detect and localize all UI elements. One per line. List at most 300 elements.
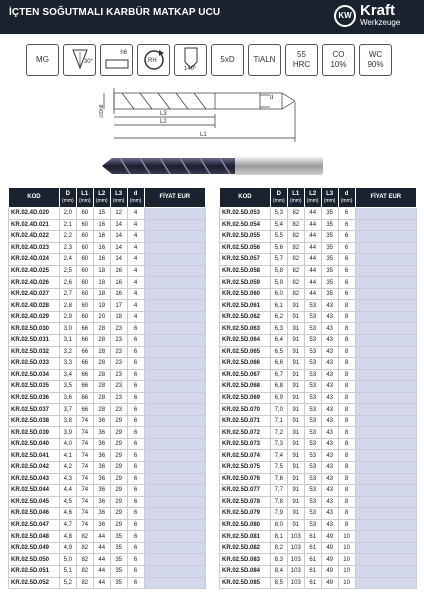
cell-dd: 4 xyxy=(127,265,144,277)
col-l2 xyxy=(304,188,321,208)
cell-l3: 35 xyxy=(321,277,338,289)
cell-l3: 43 xyxy=(321,358,338,370)
table-row xyxy=(220,323,417,335)
cell-l1: 60 xyxy=(76,219,93,231)
cell-code: KR.02.5D.061 xyxy=(220,300,271,312)
cell-price xyxy=(144,335,205,347)
feature-icons xyxy=(26,44,398,76)
cell-code: KR.02.5D.081 xyxy=(220,531,271,543)
cell-d: 6,6 xyxy=(270,358,287,370)
cell-l3: 29 xyxy=(110,427,127,439)
cell-d: 3,0 xyxy=(59,323,76,335)
cell-l3: 43 xyxy=(321,300,338,312)
cell-d: 6,4 xyxy=(270,335,287,347)
table-row xyxy=(9,473,206,485)
cell-l1: 74 xyxy=(76,485,93,497)
cell-l1: 60 xyxy=(76,300,93,312)
cell-l3: 43 xyxy=(321,323,338,335)
cell-l2: 36 xyxy=(93,462,110,474)
cell-code: KR.02.5D.053 xyxy=(220,208,271,220)
cell-code: KR.02.5D.034 xyxy=(9,369,60,381)
cell-code: KR.02.5D.077 xyxy=(220,485,271,497)
icon-label: CO 10% xyxy=(330,50,347,69)
cell-l3: 35 xyxy=(321,288,338,300)
dim-l2: L2 xyxy=(160,119,167,125)
cell-code: KR.02.5D.060 xyxy=(220,288,271,300)
cell-l1: 82 xyxy=(76,565,93,577)
cell-code: KR.02.5D.045 xyxy=(9,496,60,508)
cell-d: 8,5 xyxy=(270,577,287,589)
cell-l3: 43 xyxy=(321,496,338,508)
cell-d: 3,3 xyxy=(59,358,76,370)
cell-l1: 60 xyxy=(76,265,93,277)
cell-dd: 8 xyxy=(338,404,355,416)
col-label: L3 xyxy=(326,190,334,197)
cell-price xyxy=(355,242,416,254)
cell-l2: 28 xyxy=(93,346,110,358)
cell-code: KR.02.5D.044 xyxy=(9,485,60,497)
cell-l3: 35 xyxy=(110,542,127,554)
cell-d: 4,9 xyxy=(59,542,76,554)
cell-l3: 29 xyxy=(110,450,127,462)
cell-l3: 49 xyxy=(321,542,338,554)
cell-d: 2,9 xyxy=(59,311,76,323)
cobalt-10-icon xyxy=(322,44,355,76)
table-row xyxy=(9,311,206,323)
col-l3 xyxy=(110,188,127,208)
cell-code: KR.02.4D.027 xyxy=(9,288,60,300)
cell-code: KR.02.5D.084 xyxy=(220,565,271,577)
cell-l2: 53 xyxy=(304,404,321,416)
cell-l2: 44 xyxy=(93,565,110,577)
col-unit: (mm) xyxy=(273,197,285,204)
cell-d: 5,7 xyxy=(270,254,287,266)
col-unit: (mm) xyxy=(95,197,108,204)
cell-l3: 35 xyxy=(321,265,338,277)
cell-price xyxy=(355,335,416,347)
cell-code: KR.02.5D.058 xyxy=(220,265,271,277)
cell-l2: 28 xyxy=(93,358,110,370)
cell-price xyxy=(355,277,416,289)
cell-l1: 82 xyxy=(287,277,304,289)
table-row xyxy=(220,311,417,323)
cell-price xyxy=(355,300,416,312)
cell-l3: 29 xyxy=(110,438,127,450)
cell-l3: 35 xyxy=(110,531,127,543)
cell-price xyxy=(355,473,416,485)
cell-d: 8,4 xyxy=(270,565,287,577)
cell-code: KR.02.5D.037 xyxy=(9,404,60,416)
icon-label: 140° xyxy=(184,66,197,72)
cell-dd: 6 xyxy=(127,519,144,531)
cell-price xyxy=(144,519,205,531)
cell-price xyxy=(144,242,205,254)
cell-l2: 36 xyxy=(93,438,110,450)
cell-l2: 36 xyxy=(93,473,110,485)
cell-code: KR.02.5D.075 xyxy=(220,462,271,474)
cell-dd: 8 xyxy=(338,485,355,497)
point-angle-140-icon xyxy=(174,44,207,76)
cell-price xyxy=(355,392,416,404)
cell-dd: 6 xyxy=(127,438,144,450)
icon-label: 5xD xyxy=(220,55,235,64)
cell-code: KR.02.5D.056 xyxy=(220,242,271,254)
cell-d: 5,0 xyxy=(59,554,76,566)
cell-d: 2,1 xyxy=(59,219,76,231)
cell-price xyxy=(355,519,416,531)
cell-l2: 44 xyxy=(304,219,321,231)
cell-l2: 44 xyxy=(304,277,321,289)
table-row xyxy=(9,254,206,266)
cell-l3: 29 xyxy=(110,508,127,520)
cell-l2: 36 xyxy=(93,485,110,497)
cell-l1: 74 xyxy=(76,508,93,520)
cell-price xyxy=(144,208,205,220)
col-label: d xyxy=(344,190,349,197)
cell-l2: 19 xyxy=(93,300,110,312)
table-row xyxy=(9,265,206,277)
table-row xyxy=(9,358,206,370)
cell-price xyxy=(144,473,205,485)
table-row xyxy=(9,231,206,243)
point-angle-30-icon xyxy=(63,44,96,76)
col-label: D xyxy=(65,190,71,197)
cell-l3: 16 xyxy=(110,265,127,277)
col-l1 xyxy=(287,188,304,208)
cell-l1: 74 xyxy=(76,496,93,508)
cell-l3: 14 xyxy=(110,231,127,243)
cell-l3: 43 xyxy=(321,369,338,381)
cell-l3: 23 xyxy=(110,392,127,404)
table-row xyxy=(9,346,206,358)
cell-dd: 8 xyxy=(338,381,355,393)
cell-price xyxy=(144,462,205,474)
cell-l1: 74 xyxy=(76,473,93,485)
cell-code: KR.02.5D.085 xyxy=(220,577,271,589)
cell-dd: 8 xyxy=(338,346,355,358)
cell-dd: 8 xyxy=(338,473,355,485)
cell-l1: 60 xyxy=(76,288,93,300)
right-spec-table xyxy=(219,187,417,589)
cell-code: KR.02.5D.030 xyxy=(9,323,60,335)
table-row xyxy=(9,427,206,439)
cell-d: 6,7 xyxy=(270,369,287,381)
cell-dd: 6 xyxy=(127,392,144,404)
cell-l2: 53 xyxy=(304,381,321,393)
table-row xyxy=(220,554,417,566)
cell-l2: 44 xyxy=(304,231,321,243)
cell-l1: 91 xyxy=(287,508,304,520)
cell-d: 5,6 xyxy=(270,242,287,254)
cell-l1: 82 xyxy=(287,231,304,243)
cell-l3: 43 xyxy=(321,381,338,393)
table-row xyxy=(220,369,417,381)
cell-code: KR.02.4D.022 xyxy=(9,231,60,243)
cell-l2: 16 xyxy=(93,219,110,231)
table-row xyxy=(220,508,417,520)
cell-dd: 6 xyxy=(338,242,355,254)
cell-l2: 36 xyxy=(93,519,110,531)
cell-code: KR.02.5D.062 xyxy=(220,311,271,323)
col-label: D xyxy=(276,190,282,197)
cell-dd: 6 xyxy=(338,277,355,289)
cell-d: 7,7 xyxy=(270,485,287,497)
cell-l3: 43 xyxy=(321,450,338,462)
cell-code: KR.02.5D.042 xyxy=(9,462,60,474)
col-kod: KOD xyxy=(9,188,60,208)
table-row xyxy=(220,231,417,243)
cell-dd: 8 xyxy=(338,358,355,370)
cell-code: KR.02.5D.069 xyxy=(220,392,271,404)
cell-code: KR.02.5D.080 xyxy=(220,519,271,531)
cell-l1: 60 xyxy=(76,208,93,220)
cell-price xyxy=(355,438,416,450)
cell-dd: 6 xyxy=(338,231,355,243)
cell-dd: 6 xyxy=(127,542,144,554)
table-row xyxy=(220,208,417,220)
cell-code: KR.02.5D.067 xyxy=(220,369,271,381)
cell-l2: 61 xyxy=(304,577,321,589)
cell-l1: 74 xyxy=(76,462,93,474)
cell-l3: 43 xyxy=(321,311,338,323)
cell-l1: 82 xyxy=(287,254,304,266)
cell-code: KR.02.4D.024 xyxy=(9,254,60,266)
cell-d: 2,8 xyxy=(59,300,76,312)
cell-l2: 36 xyxy=(93,427,110,439)
cell-l3: 35 xyxy=(321,254,338,266)
cell-l3: 17 xyxy=(110,300,127,312)
table-row xyxy=(9,288,206,300)
table-row xyxy=(9,554,206,566)
cell-code: KR.02.5D.035 xyxy=(9,381,60,393)
col-unit: (mm) xyxy=(62,197,74,204)
cell-l3: 29 xyxy=(110,519,127,531)
col-l1 xyxy=(76,188,93,208)
cell-d: 2,6 xyxy=(59,277,76,289)
cell-l2: 61 xyxy=(304,531,321,543)
cell-price xyxy=(355,531,416,543)
cell-l3: 29 xyxy=(110,485,127,497)
col-label: L2 xyxy=(309,190,317,197)
cell-l2: 44 xyxy=(304,254,321,266)
col-label: L1 xyxy=(292,190,300,197)
cell-code: KR.02.4D.020 xyxy=(9,208,60,220)
cell-dd: 6 xyxy=(127,323,144,335)
cell-l3: 43 xyxy=(321,404,338,416)
cell-dd: 6 xyxy=(127,358,144,370)
cell-price xyxy=(144,231,205,243)
cell-l3: 12 xyxy=(110,208,127,220)
cell-d: 5,1 xyxy=(59,565,76,577)
cell-dd: 10 xyxy=(338,531,355,543)
cell-d: 7,4 xyxy=(270,450,287,462)
cell-d: 2,2 xyxy=(59,231,76,243)
dim-l1: L1 xyxy=(200,132,207,138)
cell-price xyxy=(355,208,416,220)
cell-l2: 61 xyxy=(304,554,321,566)
cell-l1: 91 xyxy=(287,381,304,393)
cell-code: KR.02.5D.074 xyxy=(220,450,271,462)
col-price: FİYAT EUR xyxy=(355,188,416,208)
cell-l3: 23 xyxy=(110,346,127,358)
cell-price xyxy=(355,358,416,370)
cell-dd: 8 xyxy=(338,369,355,381)
icon-label: WC 90% xyxy=(367,50,384,69)
cell-code: KR.02.5D.047 xyxy=(9,519,60,531)
cell-dd: 6 xyxy=(338,265,355,277)
cell-d: 7,3 xyxy=(270,438,287,450)
cell-l3: 35 xyxy=(110,577,127,589)
col-unit: (mm) xyxy=(129,197,142,204)
cell-l2: 53 xyxy=(304,323,321,335)
cell-price xyxy=(355,288,416,300)
cell-price xyxy=(144,265,205,277)
cell-d: 4,8 xyxy=(59,531,76,543)
cell-l2: 44 xyxy=(93,554,110,566)
cell-l1: 82 xyxy=(76,542,93,554)
cell-l2: 36 xyxy=(93,450,110,462)
cell-code: KR.02.5D.071 xyxy=(220,415,271,427)
cell-l2: 20 xyxy=(93,311,110,323)
cell-l2: 28 xyxy=(93,404,110,416)
cell-dd: 6 xyxy=(127,369,144,381)
cell-code: KR.02.5D.040 xyxy=(9,438,60,450)
cell-dd: 8 xyxy=(338,311,355,323)
cell-l2: 61 xyxy=(304,542,321,554)
cell-dd: 8 xyxy=(338,323,355,335)
cell-l1: 103 xyxy=(287,554,304,566)
cell-dd: 8 xyxy=(338,300,355,312)
cell-price xyxy=(355,254,416,266)
cell-price xyxy=(144,438,205,450)
cell-price xyxy=(355,346,416,358)
cell-dd: 8 xyxy=(338,335,355,347)
table-row xyxy=(9,565,206,577)
cell-code: KR.02.4D.026 xyxy=(9,277,60,289)
cell-code: KR.02.5D.063 xyxy=(220,323,271,335)
cell-d: 5,2 xyxy=(59,577,76,589)
cell-l3: 35 xyxy=(110,554,127,566)
dim-dh8: ∅Dh8 xyxy=(99,104,105,118)
cell-price xyxy=(355,231,416,243)
table-row xyxy=(220,577,417,589)
cell-l1: 91 xyxy=(287,450,304,462)
cell-d: 3,7 xyxy=(59,404,76,416)
cell-l2: 53 xyxy=(304,473,321,485)
cell-l3: 18 xyxy=(110,311,127,323)
col-unit: (mm) xyxy=(289,197,302,204)
cell-dd: 8 xyxy=(338,496,355,508)
table-row xyxy=(220,404,417,416)
cell-price xyxy=(144,508,205,520)
table-row xyxy=(9,277,206,289)
cell-d: 2,7 xyxy=(59,288,76,300)
cell-l1: 91 xyxy=(287,335,304,347)
table-row xyxy=(9,381,206,393)
table-row xyxy=(220,288,417,300)
cell-d: 2,4 xyxy=(59,254,76,266)
cell-code: KR.02.5D.041 xyxy=(9,450,60,462)
cell-code: KR.02.5D.057 xyxy=(220,254,271,266)
cell-l3: 23 xyxy=(110,323,127,335)
table-row xyxy=(9,242,206,254)
cell-code: KR.02.5D.032 xyxy=(9,346,60,358)
table-row xyxy=(9,208,206,220)
table-row xyxy=(9,485,206,497)
cell-code: KR.02.5D.079 xyxy=(220,508,271,520)
cell-l2: 53 xyxy=(304,508,321,520)
cell-l3: 35 xyxy=(321,242,338,254)
page-header xyxy=(0,0,424,34)
cell-price xyxy=(144,323,205,335)
cell-price xyxy=(355,577,416,589)
cell-d: 3,2 xyxy=(59,346,76,358)
shank-h6-icon xyxy=(100,44,133,76)
cell-l3: 43 xyxy=(321,427,338,439)
cell-l1: 103 xyxy=(287,531,304,543)
cell-l3: 29 xyxy=(110,415,127,427)
cell-d: 7,8 xyxy=(270,496,287,508)
cell-d: 7,9 xyxy=(270,508,287,520)
cell-l1: 60 xyxy=(76,242,93,254)
cell-d: 7,1 xyxy=(270,415,287,427)
cell-dd: 8 xyxy=(338,519,355,531)
cell-d: 3,6 xyxy=(59,392,76,404)
icon-label: 55 HRC xyxy=(292,50,311,69)
cell-l3: 43 xyxy=(321,485,338,497)
cell-l3: 35 xyxy=(110,565,127,577)
cell-d: 7,5 xyxy=(270,462,287,474)
cell-l1: 74 xyxy=(76,438,93,450)
cell-price xyxy=(355,450,416,462)
table-row xyxy=(220,415,417,427)
table-row xyxy=(220,265,417,277)
cell-l1: 82 xyxy=(287,242,304,254)
cell-d: 8,2 xyxy=(270,542,287,554)
cell-code: KR.02.4D.021 xyxy=(9,219,60,231)
cell-dd: 8 xyxy=(338,415,355,427)
cell-l2: 44 xyxy=(304,208,321,220)
table-header-row xyxy=(220,188,417,208)
table-row xyxy=(9,531,206,543)
table-row xyxy=(9,508,206,520)
icon-label: h6 xyxy=(120,50,127,56)
cell-price xyxy=(355,381,416,393)
table-row xyxy=(9,450,206,462)
cell-code: KR.02.5D.050 xyxy=(9,554,60,566)
cell-l1: 91 xyxy=(287,427,304,439)
cell-dd: 6 xyxy=(127,462,144,474)
dim-l3: L3 xyxy=(160,111,167,117)
cell-price xyxy=(144,427,205,439)
cell-code: KR.02.5D.065 xyxy=(220,346,271,358)
cell-l2: 36 xyxy=(93,415,110,427)
cell-l2: 44 xyxy=(304,265,321,277)
page-title: İÇTEN SOĞUTMALI KARBÜR MATKAP UCU xyxy=(9,7,221,18)
cell-price xyxy=(144,485,205,497)
cell-dd: 4 xyxy=(127,242,144,254)
table-row xyxy=(220,335,417,347)
cell-l1: 66 xyxy=(76,404,93,416)
cell-code: KR.02.5D.046 xyxy=(9,508,60,520)
table-row xyxy=(9,542,206,554)
col-unit: (mm) xyxy=(112,197,125,204)
cell-price xyxy=(144,415,205,427)
cell-l2: 28 xyxy=(93,323,110,335)
cell-dd: 6 xyxy=(127,346,144,358)
cell-code: KR.02.5D.073 xyxy=(220,438,271,450)
cell-l1: 66 xyxy=(76,335,93,347)
